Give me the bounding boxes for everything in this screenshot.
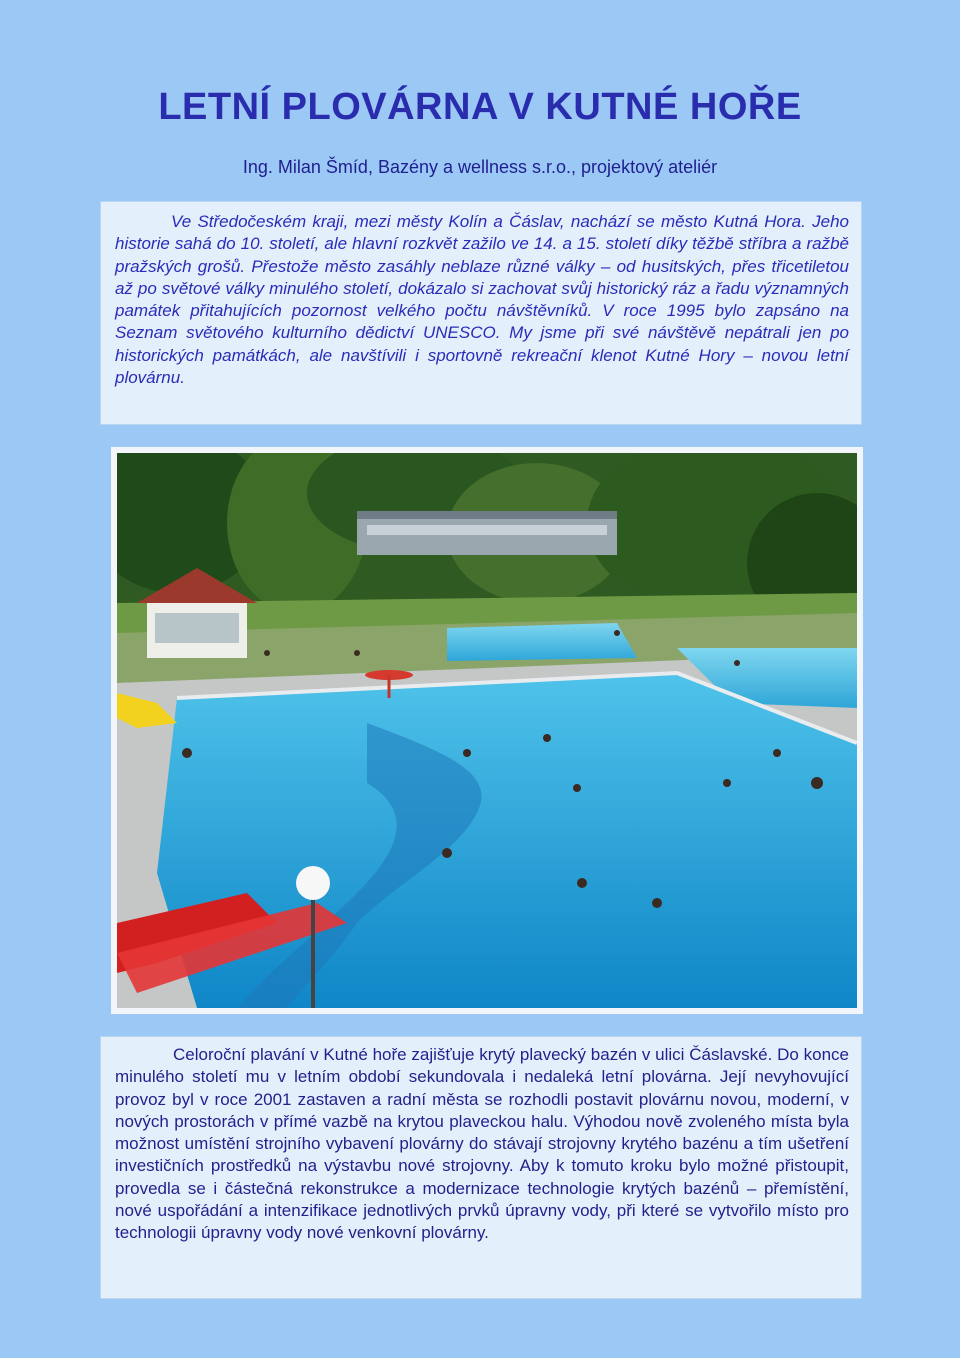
body-paragraph: Celoroční plavání v Kutné hoře zajišťuje krytý plavecký bazén v ulici Čáslavské. Do konce minulého století mu v letním období sekundovala i nedaleká letní plovárna. Její nevyhovující provoz byl v roce 2001 zastaven a radní města se rozhodli postavit plovárnu novou, moderní, v nových prostorách v přímé vazbě na krytou plaveckou halu. Výhodou nově zvoleného místa byla možnost umístění strojního vybavení plovárny do stávají strojovny krytého bazénu a tím ušetření investičních prostředků na výstavbu nové strojovny. Aby k tomuto kroku bylo možné přistoupit, provedla se i částečná rekonstrukce a modernizace technologie krytých bazénů – přemístění, nové uspořádání a intenzifikace jednotlivých prvků úpravny vody, při které se vytvořilo místo pro technologii úpravny vody nové venkovní plovárny. <box>115 1045 849 1243</box>
page-title: LETNÍ PLOVÁRNA V KUTNÉ HOŘE <box>158 86 802 128</box>
intro-paragraph: Ve Středočeském kraji, mezi městy Kolín a Čáslav, nachází se město Kutná Hora. Jeho historie sahá do 10. století, ale hlavní rozkvět zažilo ve 14. a 15. století díky těžbě stříbra a ražbě pražských grošů. Přestože město zasáhly neblaze různé války – od husitských, přes třicetiletou až po světové války minulého století, dokázalo si zachovat svůj historický ráz a řadu významných památek přitahujících pozornost velkého počtu návštěvníků. V roce 1995 bylo zapsáno na Seznam světového kulturního dědictví UNESCO. My jsme při své návštěvě nepátrali jen po historických památkách, ale navštívili i sportovně rekreační klenot Kutné Hory – novou letní plovárnu. <box>115 212 849 388</box>
body-text-box <box>100 1036 862 1299</box>
pool-photo-illustration <box>117 453 857 1008</box>
intro-text-box <box>100 201 862 425</box>
pool-photo <box>111 447 863 1014</box>
author-line: Ing. Milan Šmíd, Bazény a wellness s.r.o., projektový ateliér <box>242 157 718 177</box>
